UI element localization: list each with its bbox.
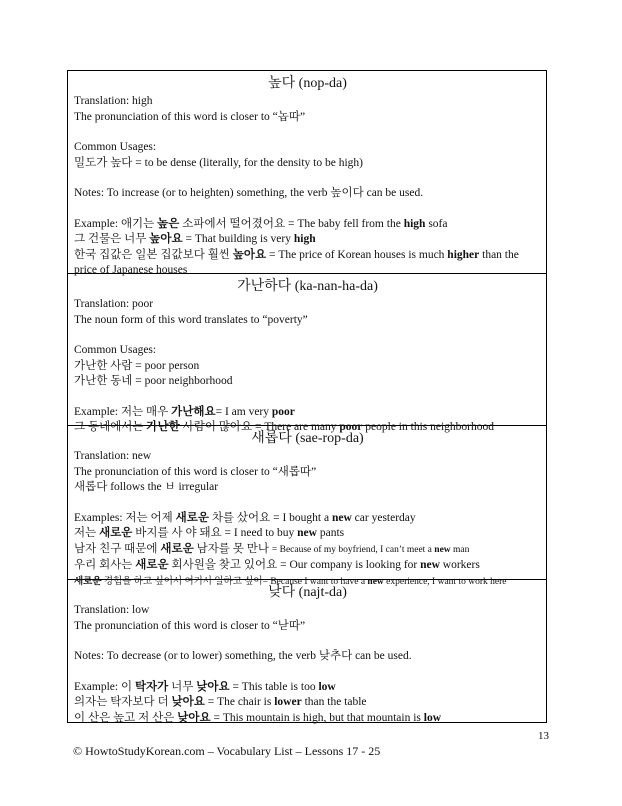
entry-line: The pronunciation of this word is closer to “놉따” <box>74 110 306 123</box>
entry-line: The pronunciation of this word is closer to “낟따” <box>74 619 306 632</box>
vocabulary-table <box>67 70 547 723</box>
entry-title: 낮다 (najt-da) <box>268 585 347 600</box>
entry-line: 의자는 탁자보다 더 낮아요 = The chair is lower than the table <box>74 696 367 708</box>
entry-line: Examples: 저는 어제 새로운 차를 샀어요 = I bought a new car yesterday <box>74 511 416 524</box>
entry-body <box>74 297 541 436</box>
footer-text: © HowtoStudyKorean.com – Vocabulary List – Lessons 17 - 25 <box>73 744 381 758</box>
entry-line: 우리 회사는 새로운 회사원을 찾고 있어요 = Our company is looking for new workers <box>74 559 480 571</box>
entry-body <box>74 94 541 279</box>
line-gap <box>74 125 541 140</box>
entry-line: 그 동네에서는 가난한 사람이 많아요 = There are many poor people in this neighborhood <box>74 421 494 433</box>
entry-line: 새롭다 follows the ㅂ irregular <box>74 481 219 493</box>
entry-line: Translation: high <box>74 95 153 107</box>
entry-line: Translation: low <box>74 604 150 616</box>
entry-line: The noun form of this word translates to “poverty” <box>74 313 308 326</box>
line-gap <box>74 171 541 186</box>
line-gap <box>74 328 541 343</box>
entry-line: Notes: To decrease (or to lower) something, the verb 낮추다 can be used. <box>74 650 412 662</box>
entry-line: 한국 집값은 일본 집값보다 훨씬 높아요 = The price of Korean houses is much higher than the price of Japanese houses <box>74 248 519 276</box>
line-gap <box>74 634 541 649</box>
line-gap <box>74 390 541 405</box>
entry-line: The pronunciation of this word is closer to “새롭따” <box>74 465 317 478</box>
line-gap <box>74 496 541 511</box>
entry-line: 새로운 경험을 하고 싶어서 여기서 일하고 싶어= Because I want to have a new experience, I want to work here <box>74 576 507 587</box>
entry-line: Example: 저는 매우 가난해요= I am very poor <box>74 405 295 418</box>
entry-line: Example: 애기는 높은 소파에서 떨어졌어요 = The baby fell from the high sofa <box>74 217 448 230</box>
entry-title: 높다 (nop-da) <box>268 76 347 91</box>
entry-title: 가난하다 (ka-nan-ha-da) <box>237 279 378 294</box>
entry-line: 가난한 사람 = poor person <box>74 359 200 372</box>
entry-line: 이 산은 높고 저 산은 낮아요 = This mountain is high, but that mountain is low <box>74 711 441 724</box>
entry-saeropda <box>68 426 546 587</box>
line-gap <box>74 202 541 217</box>
entry-line: 그 건물은 너무 높아요 = That building is very high <box>74 233 316 245</box>
entry-title: 새롭다 (sae-rop-da) <box>251 431 364 446</box>
entry-najtda <box>68 580 546 722</box>
page-number: 13 <box>538 730 549 742</box>
entry-kananhada <box>68 274 546 433</box>
entry-body <box>74 603 541 726</box>
line-gap <box>74 665 541 680</box>
entry-line: Common Usages: <box>74 344 157 356</box>
entry-nopda <box>68 71 546 274</box>
entry-line: Translation: new <box>74 450 152 462</box>
entry-line: 가난한 동네 = poor neighborhood <box>74 375 233 387</box>
entry-line: Common Usages: <box>74 141 157 153</box>
entry-line: Example: 이 탁자가 너무 낮아요 = This table is too low <box>74 680 336 693</box>
entry-line: 저는 새로운 바지를 사 야 돼요 = I need to buy new pants <box>74 527 345 539</box>
entry-line: 남자 친구 때문에 새로운 남자를 못 만나 = Because of my boyfriend, I can’t meet a new man <box>74 542 470 555</box>
entry-line: Translation: poor <box>74 298 154 310</box>
entry-line: 밀도가 높다 = to be dense (literally, for the density to be high) <box>74 156 363 169</box>
entry-body <box>74 449 541 590</box>
entry-line: Notes: To increase (or to heighten) something, the verb 높이다 can be used. <box>74 187 424 199</box>
